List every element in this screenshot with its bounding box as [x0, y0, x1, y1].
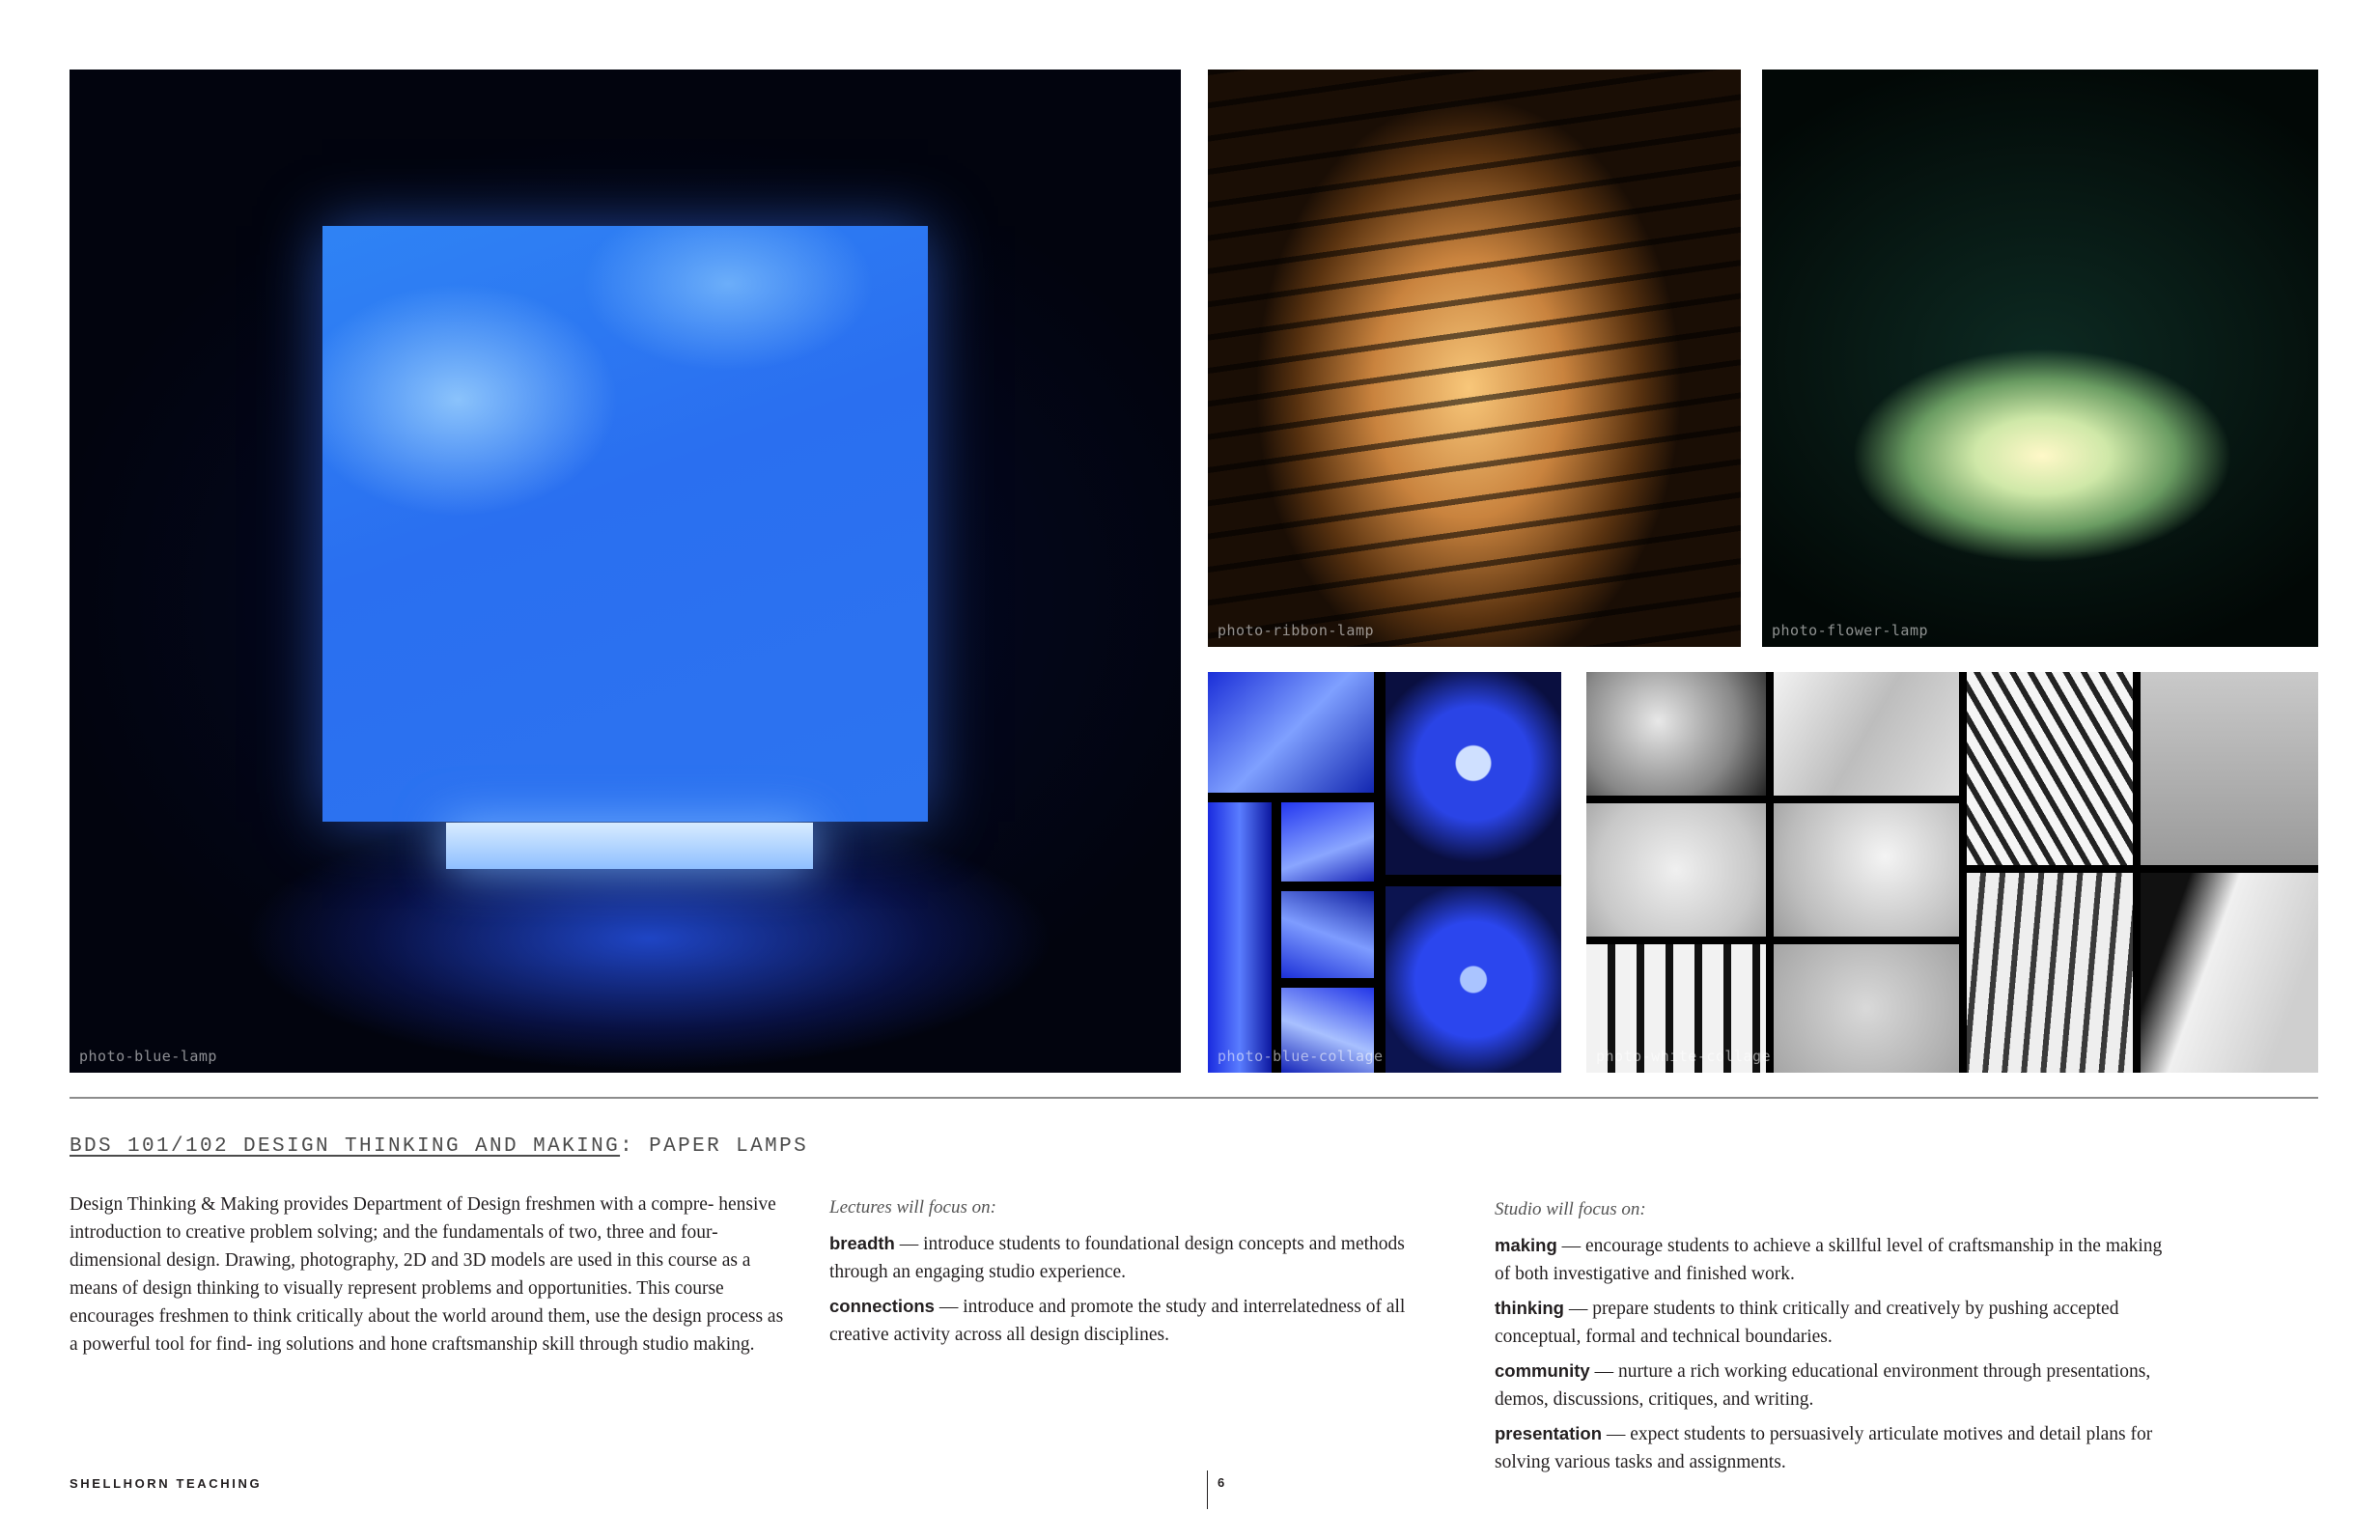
collage-tile — [1774, 803, 1959, 937]
photo-flower-lamp — [1762, 70, 2318, 647]
collage-tile — [1386, 886, 1561, 1073]
collage-tile — [1386, 672, 1561, 875]
studio-term: making — [1495, 1235, 1557, 1255]
section-title — [70, 1135, 808, 1158]
intro-paragraph: Design Thinking & Making provides Department of Design freshmen with a compre- hensive introduction to creative problem solving; and the fundamentals of two, three and four-dimensional design. Drawing, photography, 2D and 3D models are used in this course as a means of design thinking to visually represent problems and opportunities. This course encourages freshmen to think critically about the world around them, use the design process as a powerful tool for find- ing solutions and hone craftsmanship skill through studio making. — [70, 1194, 784, 1355]
collage-tile — [1586, 803, 1766, 937]
lecture-term: breadth — [829, 1233, 895, 1253]
lecture-item — [829, 1229, 1467, 1286]
studio-term: presentation — [1495, 1423, 1603, 1443]
photo-blue-collage — [1208, 672, 1561, 1073]
studio-item — [1495, 1294, 2170, 1351]
studio-item — [1495, 1357, 2170, 1414]
collage-tile — [2141, 672, 2318, 865]
blue-lamp-panel — [322, 226, 928, 822]
lecture-item — [829, 1292, 1467, 1349]
lecture-term: connections — [829, 1296, 935, 1316]
photo-white-collage — [1586, 672, 2318, 1073]
photo-ribbon-lamp — [1208, 70, 1741, 647]
collage-tile — [1208, 672, 1374, 793]
footer-divider — [1207, 1470, 1208, 1509]
studio-item — [1495, 1231, 2170, 1288]
studio-term: thinking — [1495, 1298, 1564, 1318]
page-number: 6 — [1218, 1475, 1225, 1490]
studio-term: community — [1495, 1360, 1590, 1381]
blue-lamp-base — [446, 823, 813, 869]
collage-tile — [1774, 672, 1959, 796]
collage-tile — [1967, 672, 2133, 865]
studio-item — [1495, 1419, 2170, 1476]
section-rule — [70, 1097, 2318, 1099]
studio-column — [1495, 1195, 2170, 1482]
collage-tile — [1208, 802, 1272, 1073]
photo-label: photo-white-collage — [1596, 1048, 1772, 1065]
collage-tile — [1967, 873, 2133, 1073]
lectures-column — [829, 1193, 1467, 1355]
studio-heading: Studio will focus on: — [1495, 1199, 1646, 1219]
collage-tile — [1281, 802, 1374, 882]
collage-tile — [1281, 891, 1374, 978]
lecture-desc: — introduce students to foundational design concepts and methods through an engaging studio experience. — [829, 1234, 1405, 1282]
studio-desc: — encourage students to achieve a skillful level of craftsmanship in the making of both investigative and finished work. — [1495, 1236, 2163, 1284]
studio-desc: — nurture a rich working educational environment through presentations, demos, discussions, critiques, and writing. — [1495, 1361, 2151, 1410]
studio-desc: — prepare students to think critically and creatively by pushing accepted conceptual, formal and technical boundaries. — [1495, 1299, 2119, 1347]
photo-blue-lamp — [70, 70, 1181, 1073]
studio-desc: — expect students to persuasively articulate motives and detail plans for solving various tasks and assignments. — [1495, 1424, 2153, 1472]
photo-label: photo-blue-lamp — [79, 1048, 217, 1065]
section-title-sub: : PAPER LAMPS — [620, 1135, 809, 1158]
lecture-desc: — introduce and promote the study and interrelatedness of all creative activity across all design disciplines. — [829, 1297, 1406, 1345]
photo-label: photo-blue-collage — [1218, 1048, 1384, 1065]
photo-label: photo-flower-lamp — [1772, 622, 1929, 639]
collage-tile — [1586, 672, 1766, 796]
photo-label: photo-ribbon-lamp — [1218, 622, 1375, 639]
footer-label: SHELLHORN TEACHING — [70, 1476, 263, 1491]
lectures-heading: Lectures will focus on: — [829, 1197, 996, 1218]
collage-tile — [2141, 873, 2318, 1073]
section-title-main: BDS 101/102 DESIGN THINKING AND MAKING — [70, 1135, 621, 1158]
